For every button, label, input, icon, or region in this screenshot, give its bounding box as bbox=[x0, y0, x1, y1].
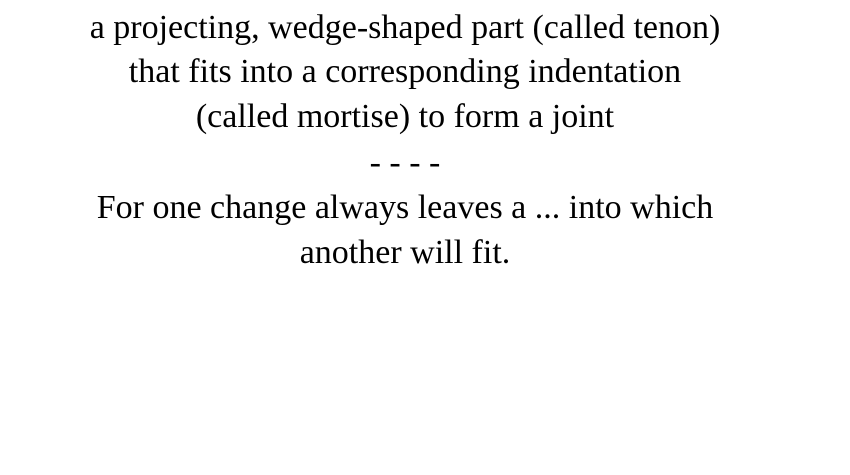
definition-line-1: a projecting, wedge-shaped part (called tenon) bbox=[89, 9, 721, 46]
quote-line-1: For one change always leaves a ... into which bbox=[96, 189, 714, 226]
definition-line-3: (called mortise) to form a joint bbox=[195, 98, 615, 135]
separator: - - - - bbox=[369, 144, 441, 181]
definition-line-2: that fits into a corresponding indentation bbox=[128, 53, 682, 90]
quote-line-2: another will fit. bbox=[299, 234, 511, 271]
